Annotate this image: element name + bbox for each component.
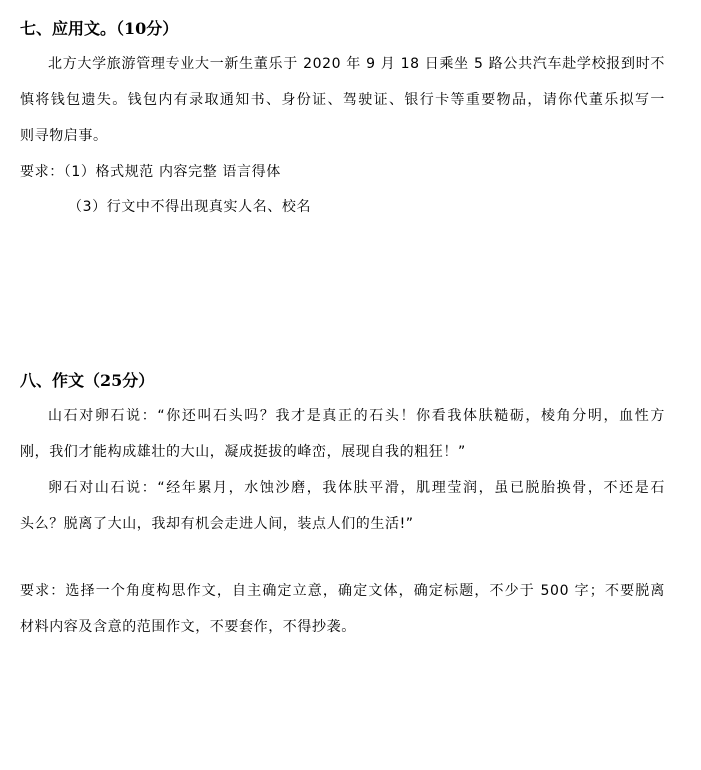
section8-material-line: 卵石对山石说：“经年累月，水蚀沙磨，我体肤平滑，肌理莹润，虽已脱胎换骨，不还是石 <box>48 480 665 496</box>
section7-requirement-2: （3）行文中不得出现真实人名、校名 <box>68 199 312 215</box>
section8-material-line: 刚，我们才能构成雄壮的大山，凝成挺拔的峰峦，展现自我的粗狂！” <box>20 444 466 460</box>
section7-prompt-line: 北方大学旅游管理专业大一新生董乐于 2020 年 9 月 18 日乘坐 5 路公共汽车赴学校报到时不 <box>48 56 665 72</box>
section8-requirement-line: 材料内容及含意的范围作文，不要套作，不得抄袭。 <box>20 619 356 635</box>
section7-prompt-line: 慎将钱包遗失。钱包内有录取通知书、身份证、驾驶证、银行卡等重要物品，请你代董乐拟写一 <box>20 92 665 108</box>
section8-material-line: 头么？脱离了大山，我却有机会走进人间，装点人们的生活!” <box>20 516 414 532</box>
section7-title: 七、应用文。（10分） <box>20 19 179 38</box>
section7-prompt-line: 则寻物启事。 <box>20 128 108 144</box>
section7-prompt <box>20 46 665 154</box>
section8-title: 八、作文（25分） <box>20 371 155 390</box>
section7-requirement-1: 要求：（1）格式规范 内容完整 语言得体 <box>20 164 281 180</box>
section8-material-pebble <box>20 470 665 542</box>
section8-requirement-line: 要求：选择一个角度构思作文，自主确定立意，确定文体，确定标题，不少于 500 字；不要脱离 <box>20 583 665 599</box>
section8-material-mountain-stone <box>20 398 665 470</box>
section8-requirements <box>20 573 665 645</box>
section8-material-line: 山石对卵石说：“你还叫石头吗？我才是真正的石头！你看我体肤糙砺，棱角分明，血性方 <box>48 408 665 424</box>
